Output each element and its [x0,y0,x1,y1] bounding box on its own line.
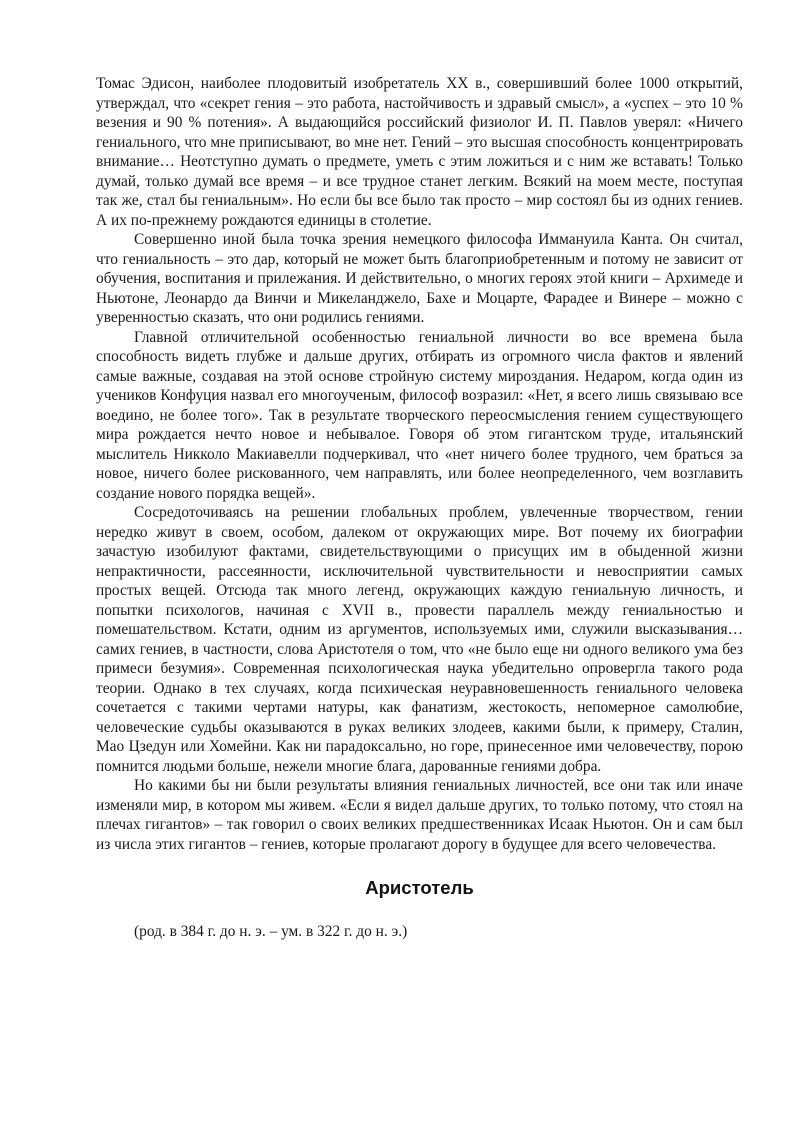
paragraph-genius-features: Главной отличительной особенностью гениальной личности во все времена была способность видеть глубже и дальше других, отбирать из огромного числа фактов и явлений самые важные, создавая на этой основе стройную систему мироздания. Недаром, когда один из учеников Конфуция назвал его многоученым, философ возразил: «Нет, я всего лишь связываю все воедино, не более того». Так в результате творческого переосмысления гением существующего мира рождается нечто новое и небывалое. Говоря об этом гигантском труде, итальянский мыслитель Никколо Макиавелли подчеркивал, что «нет ничего более трудного, чем браться за новое, ничего более рискованного, чем направлять, или более неопределенного, чем возглавить создание нового порядка вещей». [96,328,743,502]
paragraph-kant: Совершенно иной была точка зрения немецкого философа Иммануила Канта. Он считал, что гениальность – это дар, который не может быть благоприобретенным и потому не зависит от обучения, воспитания и прилежания. И действительно, о многих героях этой книги – Архимеде и Ньютоне, Леонардо да Винчи и Микеланджело, Бахе и Моцарте, Фарадее и Винере – можно с уверенностью сказать, что они родились гениями. [96,231,743,326]
document-page [96,74,743,942]
paragraph-newton: Но какими бы ни были результаты влияния гениальных личностей, все они так или иначе изменяли мир, в котором мы живем. «Если я видел дальше других, то только потому, что стоял на плечах гигантов» – так говорил о своих великих предшественниках Исаак Ньютон. Он и сам был из числа этих гигантов – гениев, которые пролагают дорогу в будущее для всего человечества. [96,777,743,853]
paragraph-edison: Томас Эдисон, наиболее плодовитый изобретатель XX в., совершивший более 1000 открытий, утверждал, что «секрет гения – это работа, настойчивость и здравый смысл», а «успех – это 10 % везения и 90 % потения». А выдающийся российский физиолог И. П. Павлов уверял: «Ничего гениального, что мне приписывают, во мне нет. Гений – это высшая способность концентрировать внимание… Неотступно думать о предмете, уметь с этим ложиться и с ним же вставать! Только думай, только думай все время – и все трудное станет легким. Всякий на моем месте, поступая так же, стал бы гениальным». Но если бы все было так просто – мир состоял бы из одних гениев. А их по-прежнему рождаются единицы в столетие. [96,75,743,229]
section-title: Аристотель [365,877,474,898]
paragraph-genius-madness: Сосредоточиваясь на решении глобальных проблем, увлеченные творчеством, гении нередко живут в своем, особом, далеком от окружающих мире. Вот почему их биографии зачастую изобилуют фактами, свидетельствующими о присущих им в обыденной жизни непрактичности, рассеянности, исключительной чувствительности и невосприятии самых простых вещей. Отсюда так много легенд, окружающих каждую гениальную личность, и попытки психологов, начиная с XVII в., провести параллель между гениальностью и помешательством. Кстати, одним из аргументов, используемых ими, служили высказывания… самих гениев, в частности, слова Аристотеля о том, что «не было еще ни одного великого ума без примеси безумия». Современная психологическая наука убедительно опровергла такого рода теории. Однако в тех случаях, когда психическая неуравновешенность гениального человека сочетается с такими чертами натуры, как фанатизм, жестокость, непомерное самолюбие, человеческие судьбы оказываются в руках великих злодеев, какими были, к примеру, Сталин, Мао Цзедун или Хомейни. Как ни парадоксально, но горе, принесенное ими человечеству, порою помнится людьми больше, нежели многие блага, дарованные гениями добра. [96,504,743,775]
lifespan-note: (род. в 384 г. до н. э. – ум. в 322 г. до н. э.) [134,923,408,940]
